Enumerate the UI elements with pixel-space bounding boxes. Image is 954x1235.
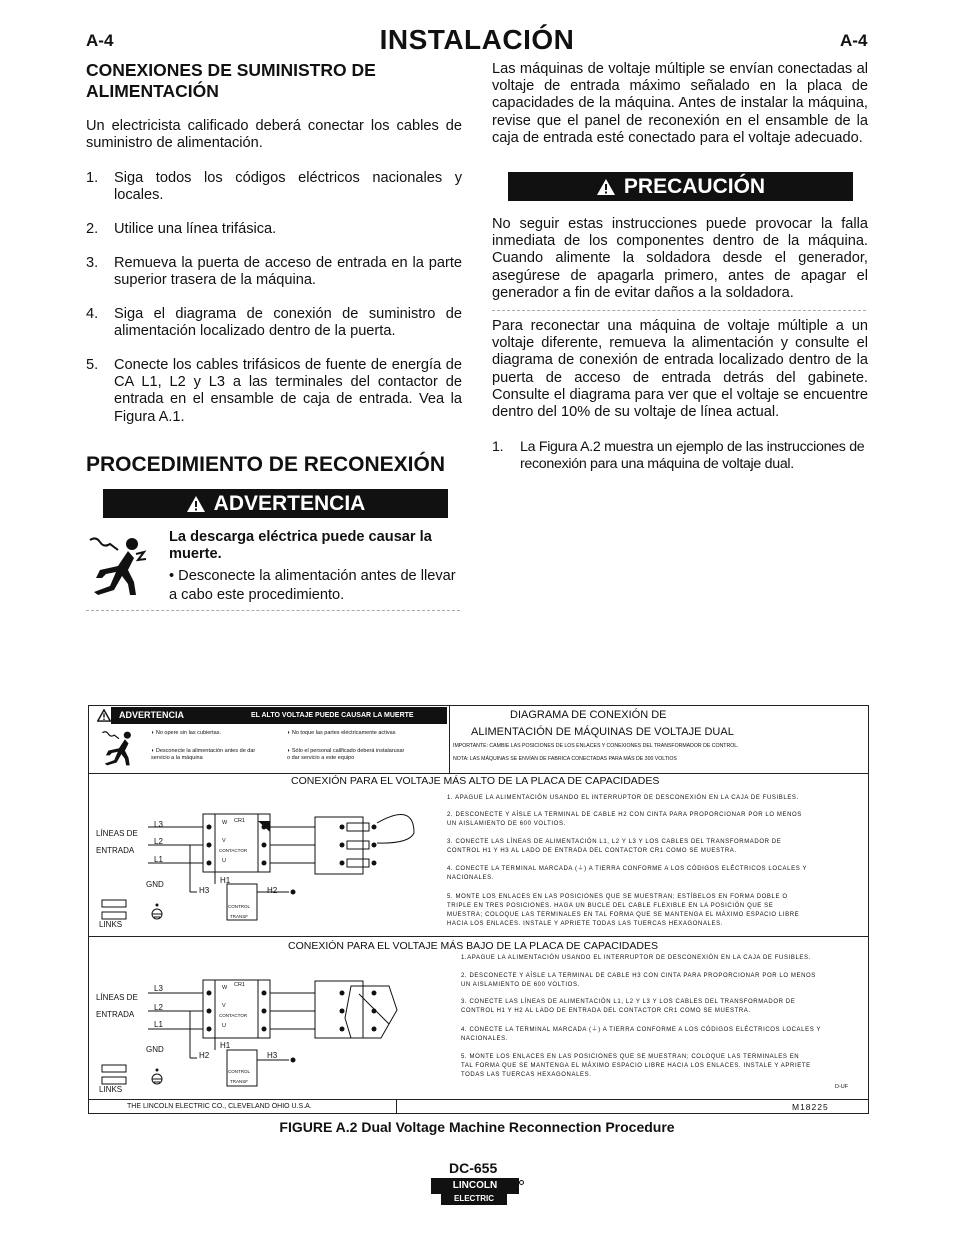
links-label: LINKS [99, 920, 123, 929]
multi-voltage-paragraph: Las máquinas de voltaje múltiple se envían conectadas al voltaje de entrada máximo señalado en la placa de capacidades de la máquina. Antes de instalar la máquina, revise que el panel de reconexión en el ensamble de la caja de entrada esté conectado para el voltaje adecuado. [492, 61, 868, 146]
input-lines-label: ENTRADA [96, 846, 135, 855]
diagram-warning-bullet: ◗ Desconecte la alimentación antes de dar servicio a la máquina [151, 748, 256, 761]
low-step: 1.APAGUE LA ALIMENTACIÓN USANDO EL INTERRUPTOR DE DESCONEXIÓN EN LA CAJA DE FUSIBLES. [461, 955, 811, 961]
divider [492, 310, 866, 311]
caution-banner: PRECAUCIÓN [508, 172, 853, 201]
low-step: 4. CONECTE LA TERMINAL MARCADA (⏚) A TIERRA CONFORME A LOS CÓDIGOS ELÉCTRICOS LOCALES Y NACIONALES. [461, 1027, 821, 1042]
list-item: 4. Siga el diagrama de conexión de suministro de alimentación localizado dentro de la puerta. [86, 306, 462, 340]
page-id-left: A-4 [86, 31, 114, 50]
input-lines-label: LÍNEAS DE [96, 829, 138, 838]
gnd-label: GND [146, 1045, 164, 1054]
low-step: 5. MONTE LOS ENLACES EN LAS POSICIONES QUE SE MUESTRAN; COLOQUE LAS TERMINALES EN TAL FORMA QUE SE MANTENGA EL MÁXIMO ESPACIO LIBRE HACIA LOS ENLACES. INSTALE Y APRIETE TODAS LAS TUERCAS HEXAGONALES. [461, 1054, 811, 1078]
input-lines-label: LÍNEAS DE [96, 993, 138, 1002]
warning-triangle-icon [97, 709, 111, 722]
transformer-label: CONTROL [228, 1069, 251, 1074]
list-item: 3. Remueva la puerta de acceso de entrada en la parte superior trasera de la máquina. [86, 255, 462, 289]
line-label-l3: L3 [154, 820, 163, 829]
section-title-supply: CONEXIONES DE SUMINISTRO DE ALIMENTACIÓN [86, 60, 376, 101]
warning-banner: ADVERTENCIA [103, 489, 448, 518]
cr1-label: CR1 [234, 982, 246, 988]
high-step: 4. CONECTE LA TERMINAL MARCADA (⏚) A TIERRA CONFORME A LOS CÓDIGOS ELÉCTRICOS LOCALES Y NACIONALES. [447, 866, 807, 881]
line-label-l2: L2 [154, 837, 163, 846]
page-title: INSTALACIÓN [379, 24, 575, 55]
line-label-l1: L1 [154, 855, 163, 864]
list-item: 5. Conecte los cables trifásicos de fuente de energía de CA L1, L2 y L3 a las terminales del contactor de entrada en el ensamble de caja de entrada. Vea la Figura A.1. [86, 357, 462, 425]
model-number: DC-655 [449, 1160, 498, 1176]
warning-item: • Desconecte la alimentación antes de llevar a cabo este procedimiento. [169, 568, 456, 603]
contactor-label: CONTACTOR [219, 848, 248, 853]
diagram-important-note: IMPORTANTE: CAMBIE LAS POSICIONES DE LOS ENLACES Y CONEXIONES DEL TRANSFORMADOR DE CONTROL. [453, 743, 739, 749]
list-item: 2. Utilice una línea trifásica. [86, 221, 277, 237]
gnd-label: GND [146, 880, 164, 889]
diagram-code: D-UF [835, 1084, 849, 1090]
page-id-right: A-4 [840, 31, 868, 50]
high-voltage-title: CONEXIÓN PARA EL VOLTAJE MÁS ALTO DE LA PLACA DE CAPACIDADES [291, 775, 660, 787]
low-voltage-wiring [89, 938, 449, 1098]
divider [86, 610, 460, 611]
line-label-l2: L2 [154, 1003, 163, 1012]
high-step: 5. MONTE LOS ENLACES EN LAS POSICIONES QUE SE MUESTRAN; ESTÍBELOS EN FORMA DOBLE O TRIPLE EN TRES POSICIONES. HAGA UN BUCLE DEL CABLE FLEXIBLE EN LA POSICIÓN QUE SE MUESTRA; COLOQUE LAS TERMINALES EN TAL FORMA QUE SE MANTENGA EL MÁXIMO ESPACIO LIBRE HACIA LOS ENLACES. INSTALE Y APRIETE TODAS LAS TUERCAS HEXAGONALES. [447, 894, 800, 927]
diagram-warning-bullet: ◗ No opere sin las cubiertas. [151, 730, 221, 736]
diagram-title-line1: DIAGRAMA DE CONEXIÓN DE [510, 709, 667, 721]
low-voltage-title: CONEXIÓN PARA EL VOLTAJE MÁS BAJO DE LA PLACA DE CAPACIDADES [288, 940, 658, 952]
list-item: 1. La Figura A.2 muestra un ejemplo de las instrucciones de reconexión para una máquina de voltaje dual. [492, 439, 865, 472]
input-lines-label: ENTRADA [96, 1010, 135, 1019]
links-label: LINKS [99, 1085, 123, 1094]
warning-heading: La descarga eléctrica puede causar la muerte. [169, 529, 432, 562]
supply-intro: Un electricista calificado deberá conectar los cables de suministro de alimentación. [86, 118, 462, 152]
diagram-warning-bullet: ◗ Sólo el personal calificado deberá instalarusar o dar servicio a este equipo [287, 748, 405, 761]
line-label-l3: L3 [154, 984, 163, 993]
reconnect-paragraph: Para reconectar una máquina de voltaje múltiple a un voltaje diferente, remueva la alimentación y consulte el diagrama de conexión de entrada localizado dentro de la puerta de acceso de entrada detrás del gabinete. Consulte el diagrama para ver que el voltaje se encuentre dentro del 10% de su voltaje de línea actual. [492, 318, 868, 421]
diagram-title-line2: ALIMENTACIÓN DE MÁQUINAS DE VOLTAJE DUAL [471, 726, 734, 738]
diagram-warning-head: EL ALTO VOLTAJE PUEDE CAUSAR LA MUERTE [251, 712, 414, 719]
caution-text: No seguir estas instrucciones puede provocar la falla inmediata de los componentes dentro de la máquina. Cuando alimente la soldadora desde el generador, asegúrese de apagarla primero, antes de apagar el generador a fin de evitar daños a la soldadora. [492, 216, 868, 301]
figure-caption: FIGURE A.2 Dual Voltage Machine Reconnection Procedure [279, 1119, 675, 1135]
company-name: THE LINCOLN ELECTRIC CO., CLEVELAND OHIO U.S.A. [127, 1103, 312, 1110]
high-step: 1. APAGUE LA ALIMENTACIÓN USANDO EL INTERRUPTOR DE DESCONEXIÓN EN LA CAJA DE FUSIBLES. [447, 795, 799, 801]
high-step: 2. DESCONECTE Y AÍSLE LA TERMINAL DE CABLE H2 CON CINTA PARA PROPORCIONAR POR LO MENOS UN AISLAMIENTO DE 600 VOLTIOS. [447, 812, 802, 827]
warning-triangle-icon [186, 495, 206, 513]
cr1-label: CR1 [234, 818, 246, 824]
drawing-number: M18225 [792, 1102, 829, 1112]
section-title-reconnection: PROCEDIMIENTO DE RECONEXIÓN [86, 453, 445, 476]
diagram-warning-bullet: ◗ No toque las partes eléctricamente activas [287, 730, 396, 736]
electric-shock-icon [97, 728, 141, 766]
low-step: 3. CONECTE LAS LÍNEAS DE ALIMENTACIÓN L1, L2 Y L3 Y LOS CABLES DEL TRANSFORMADOR DE CONTROL H1 Y H2 AL LADO DE ENTRADA DEL CONTACTOR CR1 COMO SE MUESTRA. [461, 999, 796, 1014]
caution-triangle-icon [596, 178, 616, 196]
high-voltage-wiring [89, 774, 449, 934]
electric-shock-icon [88, 532, 148, 596]
low-step: 2. DESCONECTE Y AÍSLE LA TERMINAL DE CABLE H3 CON CINTA PARA PROPORCIONAR POR LO MENOS UN AISLAMIENTO DE 600 VOLTIOS. [461, 973, 816, 988]
list-item: 1. Siga todos los códigos eléctricos nacionales y locales. [86, 170, 462, 204]
high-step: 3. CONECTE LAS LÍNEAS DE ALIMENTACIÓN L1, L2 Y L3 Y LOS CABLES DEL TRANSFORMADOR DE CONTROL H1 Y H3 AL LADO DE ENTRADA DEL CONTACTOR CR1 COMO SE MUESTRA. [447, 839, 782, 854]
line-label-l1: L1 [154, 1020, 163, 1029]
contactor-label: CONTACTOR [219, 1013, 248, 1018]
lincoln-electric-logo: LINCOLN ELECTRIC [431, 1178, 523, 1208]
diagram-shipping-note: NOTA: LAS MÁQUINAS SE ENVÍAN DE FABRICA CONECTADAS PARA MÁS DE 300 VOLTIOS [453, 756, 677, 762]
diagram-warning-box [89, 706, 450, 773]
transformer-label: CONTROL [228, 904, 251, 909]
diagram-warning-label: ADVERTENCIA [119, 710, 185, 720]
reconnection-diagram: ADVERTENCIA EL ALTO VOLTAJE PUEDE CAUSAR LA MUERTE ◗ No opere sin las cubiertas. ◗ Desconecte la alimentación antes de dar servicio a la máquina ◗ No toque las partes eléctricamente activas ◗ Sólo el personal calificado deberá instalarusar o dar servicio a este equipo DIAGRAMA DE CONEXIÓN DE ALIMENTACIÓN DE MÁQUINAS DE VOLTAJE DUAL IMPORTANTE: CAMBIE LAS POSICIONES DE LOS ENLACES Y CONEXIONES DEL TRANSFORMADOR DE CONTROL. NOTA: LAS MÁQUINAS SE ENVÍAN DE FABRICA CONECTADAS PARA MÁS DE 300 VOLTIOS CONEXIÓN PARA EL VOLTAJE MÁS ALTO DE LA PLACA DE CAPACIDADES LÍNEAS DE ENTRADA L3 L2 L1 GND LINKS CR1 W V CONTACTOR U H1 H3 H2 CONTROL TRANSF 1. APAGUE LA ALIMENTACIÓN USANDO EL INTERRUPTOR DE DESCONEXIÓN EN LA CAJA DE FUSIBLES. 2. DESCONECTE Y AÍSLE LA TERMINAL DE CABLE H2 CON CINTA PARA PROPORCIONAR POR LO MENOS UN AISLAMIENTO DE 600 VOLTIOS. 3. CONECTE LAS LÍNEAS DE ALIMENTACIÓN L1, L2 Y L3 Y LOS CABLES DEL TRANSFORMADOR DE CONTROL H1 Y H3 AL LADO DE ENTRADA DEL CONTACTOR CR1 COMO SE MUESTRA. 4. CONECTE LA TERMINAL MARCADA (⏚) A TIERRA CONFORME A LOS CÓDIGOS ELÉCTRICOS LOCALES Y NACIONALES. 5. MONTE LOS ENLACES EN LAS POSICIONES QUE SE MUESTRAN; ESTÍBELOS EN FORMA DOBLE O TRIPLE EN TRES POSICIONES. HAGA UN BUCLE DEL CABLE FLEXIBLE EN LA POSICIÓN QUE SE MUESTRA; COLOQUE LAS TERMINALES EN TAL FORMA QUE SE MANTENGA EL MÁXIMO ESPACIO LIBRE HACIA LOS ENLACES. INSTALE Y APRIETE TODAS LAS TUERCAS HEXAGONALES. CONEXIÓN PARA EL VOLTAJE MÁS BAJO DE LA PLACA DE CAPACIDADES LÍNEAS DE ENTRADA L3 L2 L1 GND LINKS CR1 W V CONTACTOR U H1 H2 H3 CONTROL TRANSF 1.APAGUE LA ALIMENTACIÓN USANDO EL INTERRUPTOR DE DESCONEXIÓN EN LA CAJA DE FUSIBLES. 2. DESCONECTE Y AÍSLE LA TERMINAL DE CABLE H3 CON CINTA PARA PROPORCIONAR POR LO MENOS UN AISLAMIENTO DE 600 VOLTIOS. 3. CONECTE LAS LÍNEAS DE ALIMENTACIÓN L1, L2 Y L3 Y LOS CABLES DEL TRANSFORMADOR DE CONTROL H1 Y H2 AL LADO DE ENTRADA DEL CONTACTOR CR1 COMO SE MUESTRA. 4. CONECTE LA TERMINAL MARCADA (⏚) A TIERRA CONFORME A LOS CÓDIGOS ELÉCTRICOS LOCALES Y NACIONALES. 5. MONTE LOS ENLACES EN LAS POSICIONES QUE SE MUESTRAN; COLOQUE LAS TERMINALES EN TAL FORMA QUE SE MANTENGA EL MÁXIMO ESPACIO LIBRE HACIA LOS ENLACES. INSTALE Y APRIETE TODAS LAS TUERCAS HEXAGONALES. D-UF THE LINCOLN ELECTRIC CO., CLEVELAND OHIO U.S.A. M18225 [88, 705, 869, 1114]
